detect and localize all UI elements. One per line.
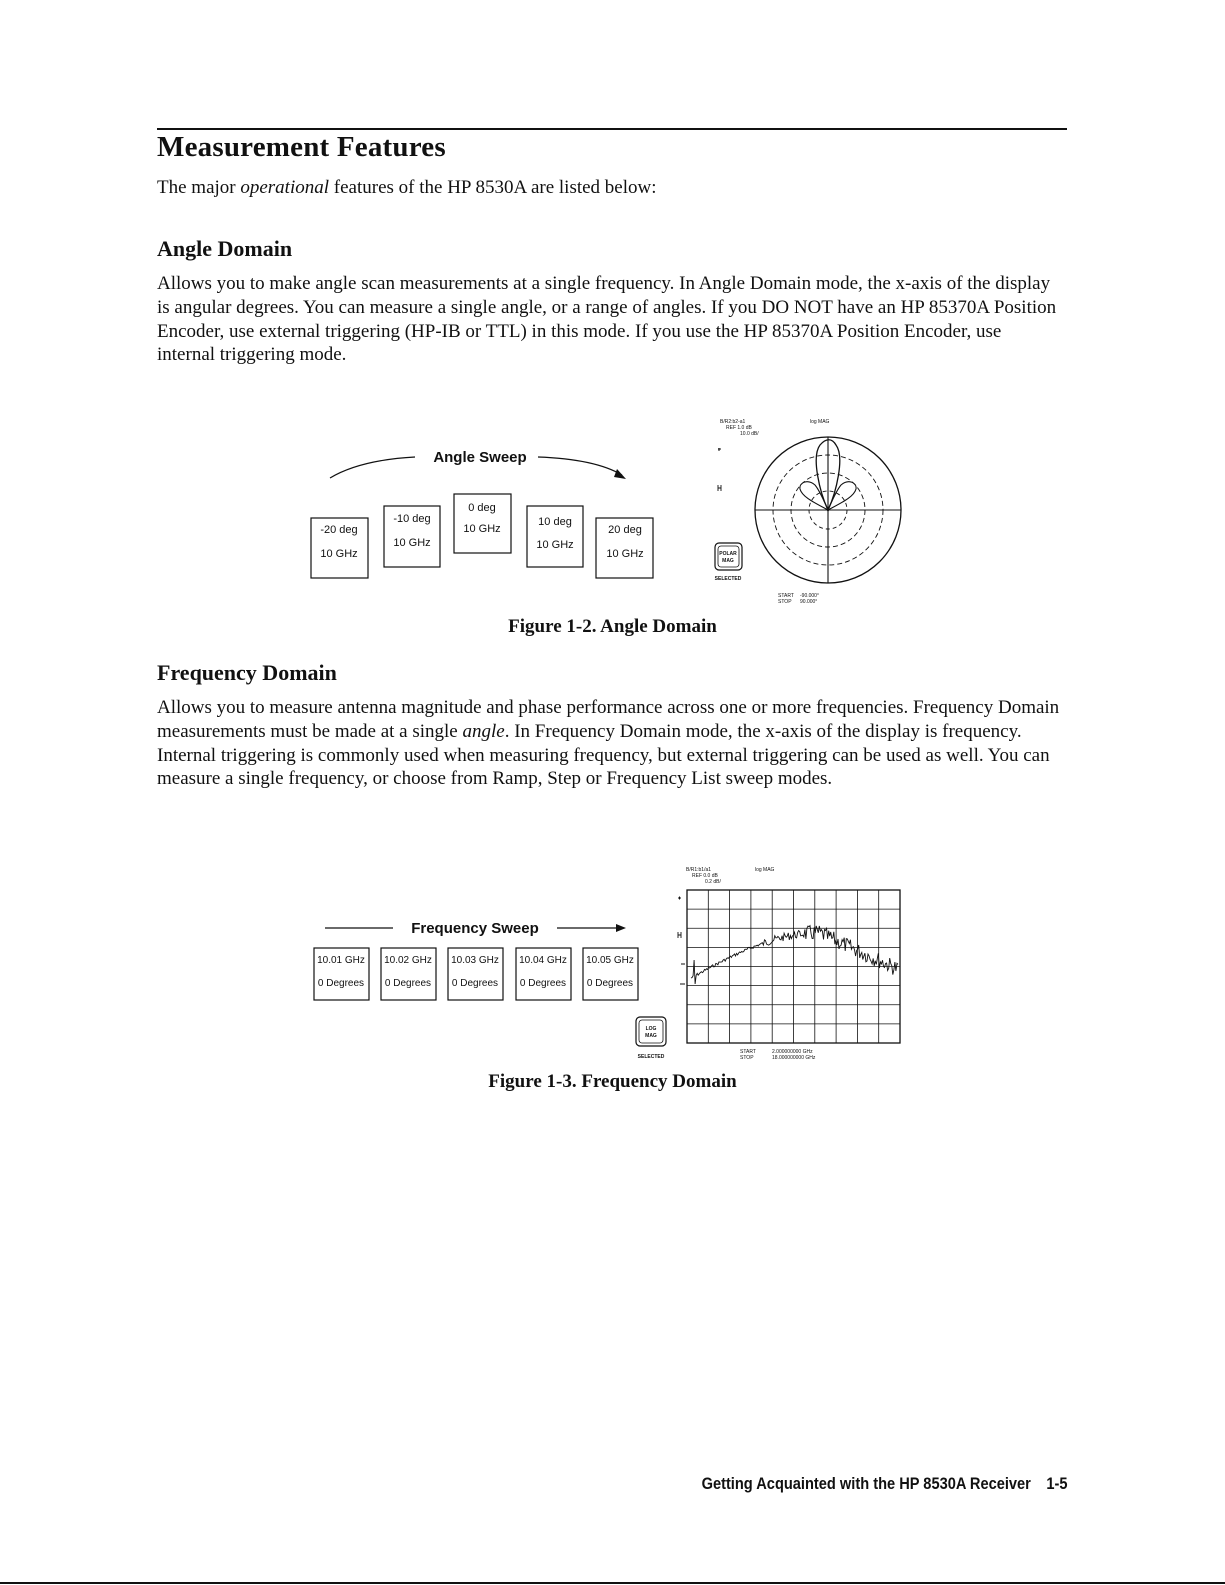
angle-box-4-freq: 10 GHz xyxy=(536,539,574,551)
angle-screen-scale: 10.0 dB/ xyxy=(740,431,759,437)
angle-sweep-arrowhead xyxy=(614,469,626,479)
frequency-marker-h xyxy=(678,932,681,938)
angle-box-2 xyxy=(384,506,440,567)
page-footer xyxy=(701,1474,1067,1494)
angle-sweep-arrow-right xyxy=(538,457,622,475)
frequency-body-start: Allows you to measure antenna magnitude and phase performance across one or more frequencies. Frequency Domain measurements must be made at a single xyxy=(157,697,1060,742)
frequency-screen-header: B/R1:b1/a1 xyxy=(686,867,712,873)
angle-box-4-angle: 10 deg xyxy=(538,516,572,528)
footer-title: Getting Acquainted with the HP 8530A Receiver xyxy=(701,1474,1031,1493)
angle-sweep-arrow-left xyxy=(330,457,415,478)
angle-box-2-angle: -10 deg xyxy=(393,513,431,525)
log-mag-softkey xyxy=(636,1017,666,1046)
angle-stop-value: 90.000° xyxy=(800,599,818,605)
polar-softkey-line2: MAG xyxy=(722,558,734,564)
angle-screen-ref: REF 1.0 dB xyxy=(726,425,752,431)
polar-chart xyxy=(755,437,901,583)
frequency-start-label: START xyxy=(740,1049,756,1055)
section-title: Measurement Features xyxy=(157,131,446,163)
angle-box-3-freq: 10 GHz xyxy=(463,523,501,535)
angle-start-label: START xyxy=(778,593,794,599)
frequency-screen-ref: REF 0.0 dB xyxy=(692,873,718,879)
frequency-selected-label: SELECTED xyxy=(637,1054,665,1060)
log-softkey-line1: LOG xyxy=(645,1026,657,1032)
angle-box-2-freq: 10 GHz xyxy=(393,537,431,549)
top-rule xyxy=(157,128,1067,130)
frequency-screen-scale: 0.2 dB/ xyxy=(705,879,721,885)
frequency-box-4 xyxy=(516,948,571,1000)
log-softkey-line2: MAG xyxy=(645,1033,657,1039)
frequency-box-2-freq: 10.02 GHz xyxy=(384,955,432,966)
angle-box-1-angle: -20 deg xyxy=(320,524,358,536)
frequency-box-5-freq: 10.05 GHz xyxy=(586,955,634,966)
angle-screen-format: log MAG xyxy=(810,419,830,425)
polar-softkey-line1: POLAR xyxy=(719,551,737,557)
frequency-box-3-angle: 0 Degrees xyxy=(451,978,499,989)
angle-box-5 xyxy=(596,518,653,578)
figure-1-2-caption: Figure 1-2. Angle Domain xyxy=(508,616,717,637)
angle-box-4 xyxy=(527,506,583,567)
angle-box-5-freq: 10 GHz xyxy=(606,548,644,560)
intro-text xyxy=(157,176,1062,200)
angle-box-1-freq: 10 GHz xyxy=(320,548,358,560)
frequency-box-3 xyxy=(448,948,503,1000)
frequency-box-4-freq: 10.04 GHz xyxy=(519,955,567,966)
angle-box-3-angle: 0 deg xyxy=(468,502,496,514)
polar-side-lobe-left xyxy=(800,482,828,510)
frequency-body-end: . In Frequency Domain mode, the x-axis of the display is frequency. Internal triggering is commonly used when measuring frequency, but external triggering can be used as well. You can measure a single frequency, or choose from Ramp, Step or Frequency List sweep modes. xyxy=(157,720,1050,790)
frequency-sweep-arrowhead xyxy=(616,924,626,932)
angle-start-value: -90.000° xyxy=(800,593,819,599)
frequency-stop-value: 18.000000000 GHz xyxy=(772,1055,816,1061)
figure-1-3-caption: Figure 1-3. Frequency Domain xyxy=(488,1071,737,1092)
angle-domain-figure xyxy=(300,405,920,610)
angle-domain-heading: Angle Domain xyxy=(157,236,293,261)
frequency-start-value: 2.000000000 GHz xyxy=(772,1049,813,1055)
frequency-box-2 xyxy=(381,948,436,1000)
angle-stop-label: STOP xyxy=(778,599,792,605)
frequency-box-5-angle: 0 Degrees xyxy=(586,978,634,989)
angle-sweep-label: Angle Sweep xyxy=(433,449,527,466)
frequency-domain-heading: Frequency Domain xyxy=(157,660,337,685)
frequency-stop-label: STOP xyxy=(740,1055,754,1061)
frequency-box-5 xyxy=(583,948,638,1000)
page-number: 1-5 xyxy=(1045,1474,1067,1493)
frequency-box-1-freq: 10.01 GHz xyxy=(317,955,365,966)
polar-side-lobe-right xyxy=(828,482,856,510)
frequency-box-2-angle: 0 Degrees xyxy=(384,978,432,989)
angle-selected-label: SELECTED xyxy=(714,576,742,582)
frequency-domain-figure xyxy=(300,860,920,1075)
frequency-sweep-label: Frequency Sweep xyxy=(411,920,539,937)
bottom-rule xyxy=(0,1582,1225,1584)
frequency-box-4-angle: 0 Degrees xyxy=(519,978,567,989)
frequency-box-3-freq: 10.03 GHz xyxy=(451,955,499,966)
log-mag-grid xyxy=(687,890,900,1043)
angle-domain-body: Allows you to make angle scan measurements at a single frequency. In Angle Domain mode, the x-axis of the display is angular degrees. You can measure a single angle, or a range of angles. If you DO NOT have an HP 85370A Position Encoder, use external triggering (HP-IB or TTL) in this mode. If you use the HP 85370A Position Encoder, use internal triggering mode. xyxy=(157,273,1057,366)
intro-text-end: features of the HP 8530A are listed below: xyxy=(329,177,657,198)
grid-lines xyxy=(687,890,900,1043)
frequency-screen-format: log MAG xyxy=(755,867,775,873)
frequency-marker-plus xyxy=(678,897,681,900)
intro-emphasis: operational xyxy=(240,177,330,198)
intro-text-start: The major xyxy=(157,177,241,198)
angle-box-3 xyxy=(454,494,511,553)
frequency-body-emphasis: angle xyxy=(462,720,505,742)
angle-marker-h xyxy=(718,485,721,491)
frequency-domain-body xyxy=(157,696,1062,791)
frequency-trace xyxy=(691,926,898,984)
angle-marker-plus xyxy=(718,448,721,451)
frequency-box-1-angle: 0 Degrees xyxy=(317,978,365,989)
polar-mag-softkey xyxy=(715,543,742,570)
angle-box-5-angle: 20 deg xyxy=(608,524,642,536)
angle-screen-header: B/R2:b2-a1 xyxy=(720,419,746,425)
angle-box-1 xyxy=(311,518,368,578)
frequency-box-1 xyxy=(314,948,369,1000)
